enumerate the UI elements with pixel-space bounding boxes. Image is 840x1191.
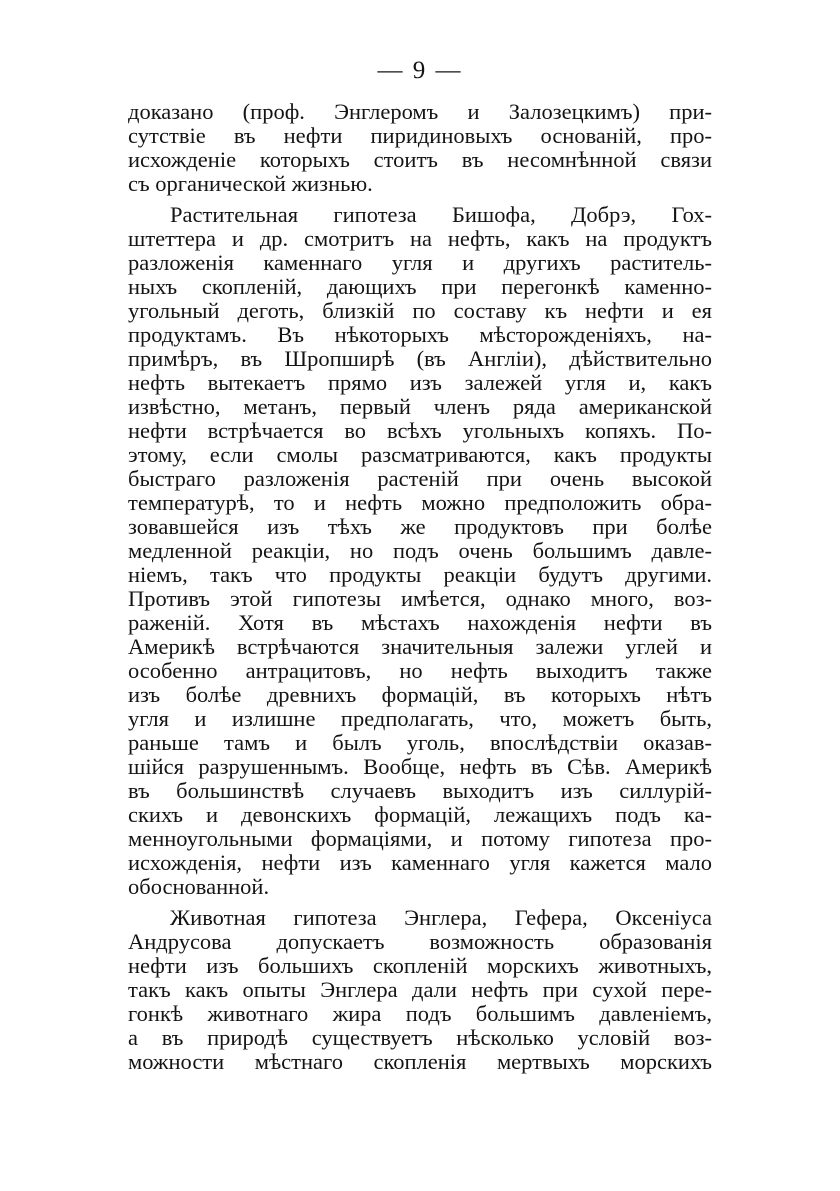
text-line: гонкѣ животнаго жира подъ большимъ давленіемъ, bbox=[128, 1001, 712, 1026]
text-line: угольный деготь, близкій по составу къ нефти и ея bbox=[128, 298, 712, 323]
text-line: исхожденіе которыхъ стоитъ въ несомнѣнной связи bbox=[128, 147, 712, 172]
text-line: температурѣ, то и нефть можно предположить обра- bbox=[128, 490, 712, 515]
text-line: въ большинствѣ случаевъ выходитъ изъ силлурій- bbox=[128, 778, 712, 803]
text-line: ніемъ, такъ что продукты реакціи будутъ другими. bbox=[128, 562, 712, 587]
text-line: особенно антрацитовъ, но нефть выходитъ также bbox=[128, 658, 712, 683]
body-text bbox=[128, 100, 712, 1074]
text-line: изъ болѣе древнихъ формацій, въ которыхъ нѣтъ bbox=[128, 682, 712, 707]
text-line: штеттера и др. смотритъ на нефть, какъ на продуктъ bbox=[128, 226, 712, 251]
text-line: угля и излишне предполагать, что, можетъ быть, bbox=[128, 706, 712, 731]
paragraph bbox=[128, 203, 712, 899]
paragraph bbox=[128, 906, 712, 1074]
text-line: доказано (проф. Энглеромъ и Залозецкимъ) при- bbox=[128, 99, 712, 124]
page-number: — 9 — bbox=[377, 57, 463, 84]
text-line: Растительная гипотеза Бишофа, Добрэ, Гох- bbox=[170, 202, 712, 227]
text-line: скихъ и девонскихъ формацій, лежащихъ подъ ка- bbox=[128, 802, 712, 827]
text-line: этому, если смолы разсматриваются, какъ продукты bbox=[128, 442, 712, 467]
text-line: Животная гипотеза Энглера, Гефера, Оксеніуса bbox=[170, 905, 712, 930]
text-line: медленной реакціи, но подъ очень большимъ давле- bbox=[128, 538, 712, 563]
text-line: извѣстно, метанъ, первый членъ ряда американской bbox=[128, 394, 712, 419]
text-line: нефти изъ большихъ скопленій морскихъ животныхъ, bbox=[128, 953, 712, 978]
text-line: примѣръ, въ Шропширѣ (въ Англіи), дѣйствительно bbox=[128, 346, 712, 371]
text-line: съ органической жизнью. bbox=[128, 171, 373, 196]
text-line: Противъ этой гипотезы имѣется, однако много, воз- bbox=[128, 586, 712, 611]
text-line: зовавшейся изъ тѣхъ же продуктовъ при болѣе bbox=[128, 514, 712, 539]
text-line: нефть вытекаетъ прямо изъ залежей угля и, какъ bbox=[128, 370, 712, 395]
text-line: Андрусова допускаетъ возможность образованія bbox=[128, 929, 712, 954]
text-line: исхожденія, нефти изъ каменнаго угля кажется мало bbox=[128, 850, 712, 875]
text-line: сутствіе въ нефти пиридиновыхъ основаній, про- bbox=[128, 123, 712, 148]
text-line: Америкѣ встрѣчаются значительныя залежи углей и bbox=[128, 634, 712, 659]
text-line: быстраго разложенія растеній при очень высокой bbox=[128, 466, 712, 491]
text-line: раженій. Хотя въ мѣстахъ нахожденія нефти въ bbox=[128, 610, 712, 635]
text-line: а въ природѣ существуетъ нѣсколько условій воз- bbox=[128, 1025, 712, 1050]
text-line: нефти встрѣчается во всѣхъ угольныхъ копяхъ. По- bbox=[128, 418, 712, 443]
text-line: обоснованной. bbox=[128, 874, 270, 899]
text-line: ныхъ скопленій, дающихъ при перегонкѣ каменно- bbox=[128, 274, 712, 299]
text-line: шійся разрушеннымъ. Вообще, нефть въ Сѣв. Америкѣ bbox=[128, 754, 712, 779]
text-line: разложенія каменнаго угля и другихъ раститель- bbox=[128, 250, 712, 275]
paragraph bbox=[128, 100, 712, 196]
text-line: менноугольными формаціями, и потому гипотеза про- bbox=[128, 826, 712, 851]
text-line: раньше тамъ и былъ уголь, впослѣдствіи оказав- bbox=[128, 730, 712, 755]
text-line: такъ какъ опыты Энглера дали нефть при сухой пере- bbox=[128, 977, 712, 1002]
text-line: продуктамъ. Въ нѣкоторыхъ мѣсторожденіяхъ, на- bbox=[128, 322, 712, 347]
text-line: можности мѣстнаго скопленія мертвыхъ морскихъ bbox=[128, 1049, 712, 1074]
